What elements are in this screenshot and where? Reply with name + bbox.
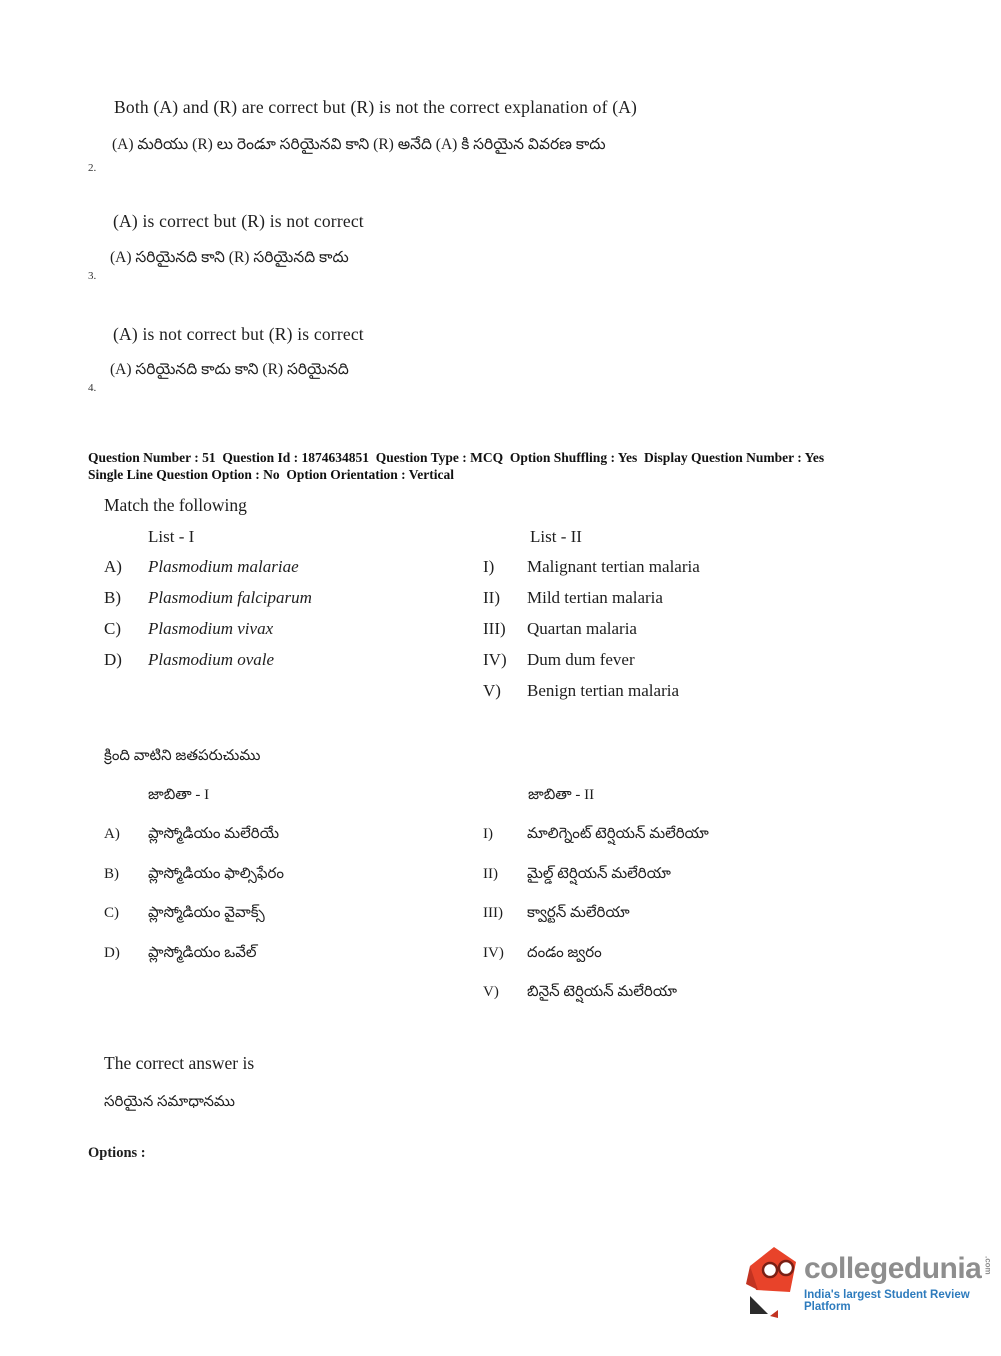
list-item-text: Quartan malaria bbox=[527, 619, 637, 638]
list-item-text: దండం జ్వరం bbox=[527, 944, 602, 961]
list-item-text: Benign tertian malaria bbox=[527, 681, 679, 700]
list-item-text: Plasmodium vivax bbox=[148, 619, 274, 638]
list-item bbox=[483, 619, 903, 650]
list-item bbox=[483, 905, 913, 945]
list-item-text: ప్లాస్మోడియం ఫాల్సిఫేరం bbox=[148, 865, 285, 882]
assertion-option-4-english: (A) is not correct but (R) is correct bbox=[113, 324, 364, 344]
list-item-label: D) bbox=[104, 650, 122, 669]
list1-title-english: List - I bbox=[148, 527, 195, 546]
list-item-text: ప్లాస్మోడియం మలేరియే bbox=[148, 826, 279, 842]
list2-telugu bbox=[483, 826, 913, 1024]
list-item-label: A) bbox=[104, 826, 120, 842]
logo-text-block bbox=[804, 1244, 1001, 1313]
list-item-text: Plasmodium ovale bbox=[148, 650, 275, 669]
list-item-label: IV) bbox=[483, 944, 504, 961]
list-item bbox=[104, 619, 474, 650]
assertion-option-4-number: 4. bbox=[88, 382, 97, 394]
list-item-label: II) bbox=[483, 865, 498, 882]
question-prompt-english: Match the following bbox=[104, 495, 247, 515]
assertion-option-2-english: Both (A) and (R) are correct but (R) is not the correct explanation of (A) bbox=[114, 97, 638, 117]
list-item-label: I) bbox=[483, 557, 495, 576]
assertion-option-3-telugu: (A) సరియైనది కాని (R) సరియైనది కాదు bbox=[110, 249, 349, 266]
list-item-label: III) bbox=[483, 905, 503, 921]
list2-english bbox=[483, 557, 903, 712]
list-item bbox=[104, 588, 474, 619]
list2-title-telugu: జాబితా - II bbox=[528, 787, 595, 803]
assertion-option-3-number: 3. bbox=[88, 270, 97, 282]
list-item bbox=[483, 984, 913, 1024]
list1-telugu bbox=[104, 826, 474, 984]
list2-title-english: List - II bbox=[530, 527, 582, 546]
list-item bbox=[104, 866, 474, 906]
list-item-label: V) bbox=[483, 984, 499, 1000]
list-item bbox=[104, 826, 474, 866]
list-item bbox=[483, 557, 903, 588]
brand-tagline: India's largest Student Review Platform bbox=[804, 1289, 970, 1313]
list-item-text: బినైన్ టెర్షియన్ మలేరియా bbox=[527, 984, 677, 1000]
list-item-text: Plasmodium malariae bbox=[148, 557, 299, 576]
list-item-label: C) bbox=[104, 905, 119, 921]
assertion-option-3-english: (A) is correct but (R) is not correct bbox=[113, 211, 364, 231]
list1-title-telugu: జాబితా - I bbox=[148, 787, 210, 803]
list-item-text: Dum dum fever bbox=[527, 650, 635, 669]
list-item-label: C) bbox=[104, 619, 121, 638]
list-item-label: V) bbox=[483, 681, 501, 700]
list-item bbox=[483, 650, 903, 681]
list-item-text: ప్లాస్మోడియం ఒవేల్ bbox=[148, 944, 257, 961]
list-item-text: మాలిగ్నెంట్ టెర్షియన్ మలేరియా bbox=[527, 826, 709, 842]
list-item-label: III) bbox=[483, 619, 506, 638]
options-label: Options : bbox=[88, 1145, 146, 1161]
list-item bbox=[104, 650, 474, 681]
correct-answer-label-telugu: సరియైన సమాధానము bbox=[104, 1094, 235, 1110]
list-item-text: Plasmodium falciparum bbox=[148, 588, 312, 607]
list-item bbox=[483, 826, 913, 866]
list-item bbox=[483, 588, 903, 619]
collegedunia-bird-icon bbox=[744, 1244, 798, 1318]
brand-wordmark: collegedunia bbox=[804, 1252, 982, 1285]
list1-english bbox=[104, 557, 474, 681]
list-item-text: Malignant tertian malaria bbox=[527, 557, 700, 576]
list-item-label: II) bbox=[483, 588, 500, 607]
list-item bbox=[104, 945, 474, 985]
list-item-text: ప్లాస్మోడియం వైవాక్స్ bbox=[148, 905, 265, 921]
list-item bbox=[104, 557, 474, 588]
question-metadata-line1: Question Number : 51 Question Id : 1874634851 Question Type : MCQ Option Shuffling : Yes Display Question Number : Yes bbox=[88, 450, 825, 465]
question-metadata-line2: Single Line Question Option : No Option Orientation : Vertical bbox=[88, 467, 455, 482]
list-item-text: క్వార్టన్ మలేరియా bbox=[527, 905, 630, 921]
list-item-label: B) bbox=[104, 865, 119, 882]
collegedunia-logo bbox=[744, 1244, 1001, 1318]
list-item-label: IV) bbox=[483, 650, 507, 669]
assertion-option-2-telugu: (A) మరియు (R) లు రెండూ సరియైనవి కాని (R) అనేది (A) కి సరియైన వివరణ కాదు bbox=[112, 136, 606, 153]
list-item-label: A) bbox=[104, 557, 122, 576]
correct-answer-label-english: The correct answer is bbox=[104, 1053, 255, 1073]
list-item-text: మైల్డ్ టెర్షియన్ మలేరియా bbox=[527, 865, 671, 882]
list-item-label: B) bbox=[104, 588, 121, 607]
list-item-text: Mild tertian malaria bbox=[527, 588, 663, 607]
list-item-label: D) bbox=[104, 944, 120, 961]
question-prompt-telugu: క్రింది వాటిని జతపరుచుము bbox=[104, 748, 261, 764]
list-item bbox=[483, 681, 903, 712]
assertion-option-2-number: 2. bbox=[88, 162, 97, 174]
assertion-option-4-telugu: (A) సరియైనది కాదు కాని (R) సరియైనది bbox=[110, 361, 349, 378]
list-item bbox=[483, 866, 913, 906]
brand-suffix: .com bbox=[983, 1256, 993, 1275]
list-item bbox=[104, 905, 474, 945]
list-item bbox=[483, 945, 913, 985]
list-item-label: I) bbox=[483, 826, 493, 842]
